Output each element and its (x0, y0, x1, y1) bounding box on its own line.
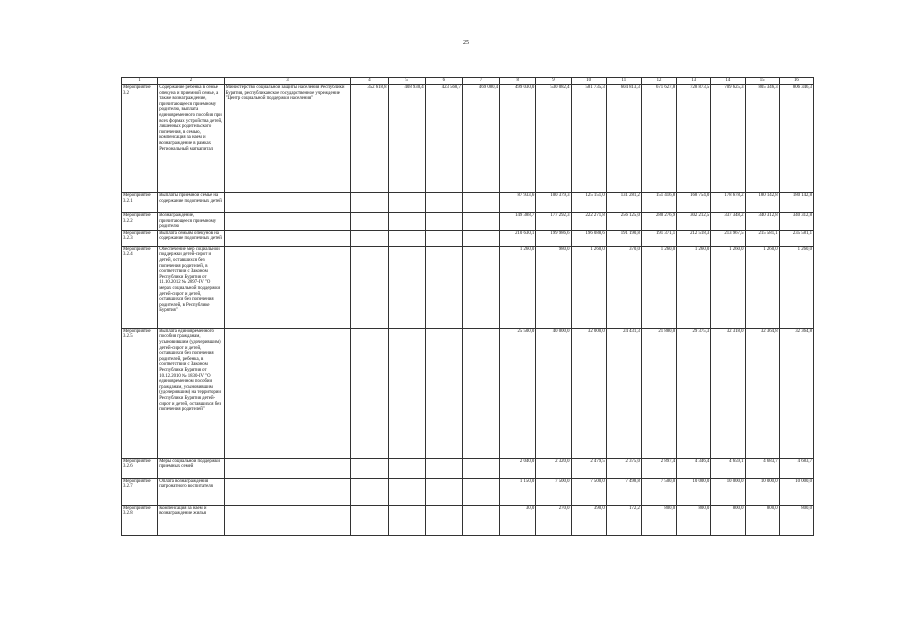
row-responsible-cell (224, 213, 351, 231)
row-code-cell: Мероприятие 3.2 (122, 85, 158, 193)
value-cell (388, 213, 425, 231)
value-cell: 805 346,3 (745, 85, 779, 193)
value-cell: 1 260,0 (677, 246, 711, 328)
value-cell: 4 683,7 (745, 458, 779, 478)
table-row (122, 85, 814, 193)
value-cell (462, 246, 499, 328)
row-name-cell: Вознаграждение, причитающееся приемному родителю (158, 213, 224, 231)
value-cell: 10 000,0 (745, 478, 779, 505)
value-cell: 177 292,3 (536, 213, 571, 231)
value-cell (462, 230, 499, 246)
row-code-cell: Мероприятие 3.2.8 (122, 505, 158, 535)
value-cell (351, 246, 388, 328)
header-cell: 15 (745, 78, 779, 85)
value-cell: 604 813,3 (606, 85, 641, 193)
value-cell: 256 125,0 (606, 213, 641, 231)
value-cell: 340 312,8 (779, 213, 813, 231)
value-cell: 2 375,0 (606, 458, 641, 478)
value-cell: 125 151,0 (571, 193, 606, 213)
value-cell: 32 000,0 (571, 328, 606, 458)
value-cell: 302 212,5 (677, 213, 711, 231)
value-cell: 212 518,3 (677, 230, 711, 246)
value-cell: 168 754,0 (677, 193, 711, 213)
value-cell: 1 260,0 (745, 246, 779, 328)
row-responsible-cell (224, 478, 351, 505)
value-cell: 340 312,8 (745, 213, 779, 231)
row-name-cell: Выплата единовременного пособия гражданам, усыновившим (удочерившим) детей-сирот и детей, оставшихся без попечения родителей, ребенка, в соответствии с Законом Республики Бурятия от 10.12.2010 № 1830-IV "О единовременном пособии гражданам, усыновившим (удочерившим) на территории Республики Бурятия детей-сирот и детей, оставшихся без попечения родителей" (158, 328, 224, 458)
value-cell (425, 193, 462, 213)
value-cell: 199 986,6 (536, 230, 571, 246)
header-cell: 14 (711, 78, 745, 85)
value-cell (425, 505, 462, 535)
value-cell: 29 375,3 (677, 328, 711, 458)
value-cell (462, 328, 499, 458)
row-code-cell: Мероприятие 3.2.5 (122, 328, 158, 458)
header-cell: 10 (571, 78, 606, 85)
table-row (122, 246, 814, 328)
value-cell: 215 581,1 (745, 230, 779, 246)
header-cell: 5 (388, 78, 425, 85)
value-cell: 32 364,8 (779, 328, 813, 458)
header-cell: 7 (462, 78, 499, 85)
value-cell: 7 500,0 (641, 478, 676, 505)
value-cell (388, 328, 425, 458)
value-cell (388, 193, 425, 213)
value-cell (351, 505, 388, 535)
value-cell: 2 479,5 (571, 458, 606, 478)
row-code-cell: Мероприятие 3.2.3 (122, 230, 158, 246)
value-cell: 800,0 (779, 505, 813, 535)
value-cell (388, 478, 425, 505)
value-cell: 2 897,4 (641, 458, 676, 478)
value-cell: 210 630,1 (500, 230, 536, 246)
value-cell: 196 088,6 (571, 230, 606, 246)
value-cell: 2 040,0 (500, 458, 536, 478)
value-cell: 235 581,1 (779, 230, 813, 246)
value-cell: 800,0 (641, 505, 676, 535)
value-cell (351, 458, 388, 478)
value-cell: 21 880,0 (641, 328, 676, 458)
value-cell: 1 260,0 (641, 246, 676, 328)
value-cell: 800,0 (745, 505, 779, 535)
value-cell: 1 260,0 (711, 246, 745, 328)
value-cell: 178 678,2 (711, 193, 745, 213)
value-cell: 180 142,8 (745, 193, 779, 213)
value-cell: 172,2 (606, 505, 641, 535)
value-cell: 32 318,0 (711, 328, 745, 458)
value-cell: 1 150,0 (500, 478, 536, 505)
value-cell (351, 230, 388, 246)
value-cell: 32 364,8 (745, 328, 779, 458)
value-cell: 222 271,8 (571, 213, 606, 231)
value-cell (425, 328, 462, 458)
row-name-cell: Меры социальной поддержки приемных семей (158, 458, 224, 478)
value-cell: 10 000,0 (779, 478, 813, 505)
table-row (122, 193, 814, 213)
value-cell (462, 478, 499, 505)
value-cell: 709 625,3 (711, 85, 745, 193)
value-cell (351, 213, 388, 231)
row-code-cell: Мероприятие 3.2.7 (122, 478, 158, 505)
value-cell: 7 500,0 (536, 478, 571, 505)
value-cell: 581 735,3 (571, 85, 606, 193)
value-cell: 100 379,3 (536, 193, 571, 213)
value-cell: 980,0 (536, 246, 571, 328)
row-responsible-cell (224, 458, 351, 478)
value-cell: 280 276,9 (641, 213, 676, 231)
value-cell: 191 190,8 (606, 230, 641, 246)
header-cell: 2 (158, 78, 224, 85)
value-cell: 270,0 (536, 505, 571, 535)
value-cell (425, 458, 462, 478)
header-cell: 4 (351, 78, 388, 85)
value-cell (351, 328, 388, 458)
value-cell: 671 627,8 (641, 85, 676, 193)
header-cell: 3 (224, 78, 351, 85)
row-code-cell: Мероприятие 3.2.1 (122, 193, 158, 213)
header-cell: 12 (641, 78, 676, 85)
row-code-cell: Мероприятие 3.2.4 (122, 246, 158, 328)
table-row (122, 505, 814, 535)
value-cell: 800,0 (711, 505, 745, 535)
value-cell: 1 260,0 (500, 246, 536, 328)
row-code-cell: Мероприятие 3.2.2 (122, 213, 158, 231)
value-cell: 530 082,4 (536, 85, 571, 193)
value-cell (351, 478, 388, 505)
table-row (122, 213, 814, 231)
row-name-cell: Обеспечение мер социальной поддержки детей-сирот и детей, оставшихся без попечения родителей, в соответствии с Законом Республики Бурятия от 11.10.2012 № 2897-IV "О мерах социальной поддержки детей-сирот и детей, оставшихся без попечения родителей, в Республике Бурятия" (158, 246, 224, 328)
value-cell (425, 230, 462, 246)
row-responsible-cell (224, 230, 351, 246)
row-responsible-cell (224, 505, 351, 535)
value-cell: 390,0 (571, 505, 606, 535)
value-cell: 1 260,0 (779, 246, 813, 328)
value-cell: 30,0 (500, 505, 536, 535)
value-cell: 7 500,0 (571, 478, 606, 505)
value-cell: 4 683,7 (779, 458, 813, 478)
table-row (122, 230, 814, 246)
value-cell (462, 505, 499, 535)
value-cell: 1 260,0 (571, 246, 606, 328)
value-cell: 352 618,8 (351, 85, 388, 193)
header-cell: 13 (677, 78, 711, 85)
value-cell: 370,0 (606, 246, 641, 328)
value-cell: 191 371,1 (641, 230, 676, 246)
value-cell: 24 431,3 (606, 328, 641, 458)
row-responsible-cell: Министерство социальной защиты населения Республики Бурятия, республиканское государственное учреждение "Центр социальной поддержки населения" (224, 85, 351, 193)
value-cell: 806 346,3 (779, 85, 813, 193)
table-row (122, 458, 814, 478)
value-cell: 213 967,5 (711, 230, 745, 246)
header-cell: 16 (779, 78, 813, 85)
row-responsible-cell (224, 328, 351, 458)
value-cell: 2 320,0 (536, 458, 571, 478)
row-name-cell: Выплаты приемной семье на содержание подопечных детей (158, 193, 224, 213)
value-cell: 7 498,8 (606, 478, 641, 505)
row-name-cell: Выплата семьям опекунов на содержание подопечных детей (158, 230, 224, 246)
row-name-cell: Содержание ребенка в семье опекуна и приемной семье, а также вознаграждение, причитающееся приемному родителю, выплата единовременного пособия при всех формах устройства детей, лишенных родительского попечения, в семью, компенсация за наем и вознаграждение в рамках Региональный маткапитал (158, 85, 224, 193)
header-cell: 1 (122, 78, 158, 85)
value-cell: 499 030,0 (500, 85, 536, 193)
value-cell (388, 458, 425, 478)
value-cell: 4 659,1 (711, 458, 745, 478)
page-number: 25 (463, 40, 469, 46)
value-cell: 408 930,4 (388, 85, 425, 193)
value-cell (425, 246, 462, 328)
row-responsible-cell (224, 193, 351, 213)
value-cell: 149 388,7 (500, 213, 536, 231)
header-cell: 11 (606, 78, 641, 85)
value-cell: 87 933,6 (500, 193, 536, 213)
row-name-cell: Оплата вознаграждения патронатного воспитателя (158, 478, 224, 505)
value-cell: 728 873,5 (677, 85, 711, 193)
value-cell (462, 458, 499, 478)
value-cell: 4 346,4 (677, 458, 711, 478)
value-cell: 10 000,0 (711, 478, 745, 505)
value-cell (388, 505, 425, 535)
budget-table (121, 77, 814, 536)
header-cell: 6 (425, 78, 462, 85)
row-code-cell: Мероприятие 3.2.6 (122, 458, 158, 478)
value-cell: 180 142,8 (779, 193, 813, 213)
value-cell: 131 281,2 (606, 193, 641, 213)
value-cell (462, 213, 499, 231)
value-cell (351, 193, 388, 213)
row-name-cell: Компенсация за наем и вознаграждение жилья (158, 505, 224, 535)
value-cell: 800,0 (677, 505, 711, 535)
value-cell (388, 230, 425, 246)
value-cell: 469 080,4 (462, 85, 499, 193)
value-cell (462, 193, 499, 213)
value-cell (425, 213, 462, 231)
header-cell: 9 (536, 78, 571, 85)
header-row (122, 78, 814, 85)
table-row (122, 478, 814, 505)
table-row (122, 328, 814, 458)
value-cell: 10 000,0 (677, 478, 711, 505)
header-cell: 8 (500, 78, 536, 85)
value-cell (425, 478, 462, 505)
value-cell: 151 416,8 (641, 193, 676, 213)
value-cell: 423 568,7 (425, 85, 462, 193)
value-cell: 337 348,2 (711, 213, 745, 231)
value-cell: 25 500,0 (500, 328, 536, 458)
value-cell: 40 000,0 (536, 328, 571, 458)
row-responsible-cell (224, 246, 351, 328)
value-cell (388, 246, 425, 328)
